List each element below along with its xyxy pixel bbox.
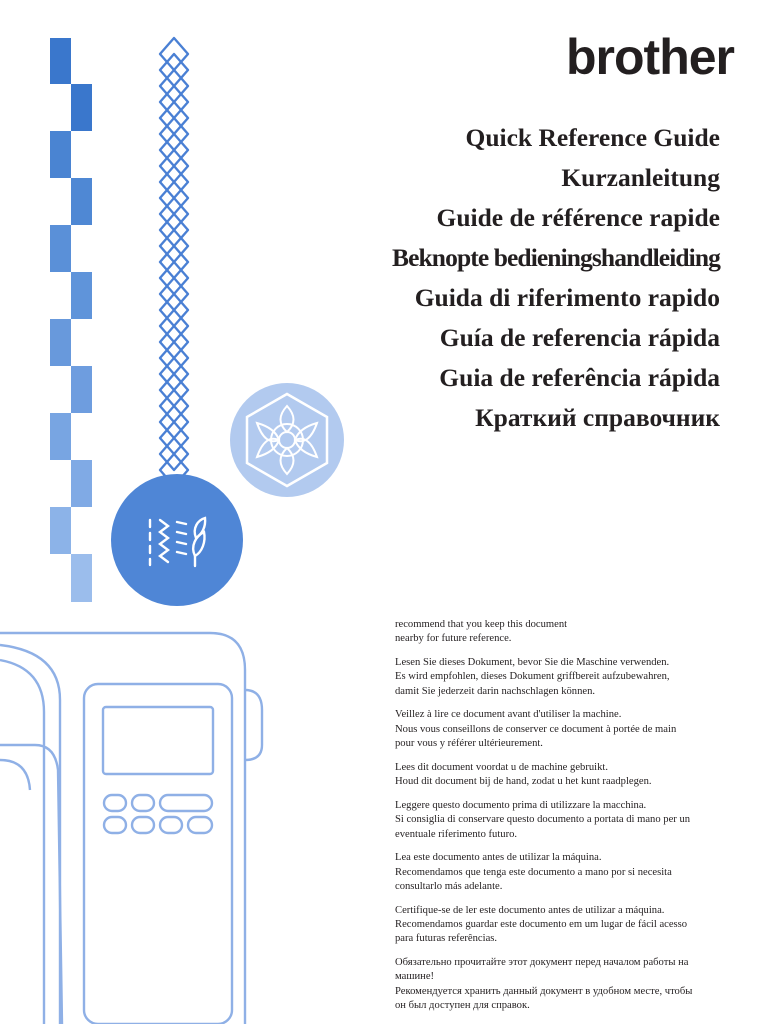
note-line: Обязательно прочитайте этот документ перед началом работы на bbox=[395, 957, 689, 969]
notes-list bbox=[395, 618, 730, 1023]
note-line: Certifique-se de ler este documento antes de utilizar a máquina. bbox=[395, 904, 665, 916]
note-line: damit Sie jederzeit darin nachschlagen können. bbox=[395, 685, 596, 697]
title-italian: Guida di riferimento rapido bbox=[414, 283, 720, 312]
note-english bbox=[395, 618, 730, 647]
title-english: Quick Reference Guide bbox=[465, 123, 720, 152]
note-line: Leggere questo documento prima di utilizzare la macchina. bbox=[395, 799, 647, 811]
note-russian bbox=[395, 956, 730, 1013]
note-line: он был доступен для справок. bbox=[395, 1000, 530, 1012]
note-line: Si consiglia di conservare questo documento a portata di mano per un bbox=[395, 814, 691, 826]
note-line: Recomendamos que tenga este documento a mano por si necesita bbox=[395, 866, 672, 878]
title-list bbox=[392, 118, 720, 438]
note-line: Houd dit document bij de hand, zodat u het kunt raadplegen. bbox=[395, 776, 652, 788]
note-spanish bbox=[395, 851, 730, 894]
note-french bbox=[395, 708, 730, 751]
note-line: Рекомендуется хранить данный документ в удобном месте, чтобы bbox=[395, 985, 693, 997]
brother-logo: brother bbox=[566, 29, 734, 85]
checker-stripe bbox=[50, 38, 92, 602]
embroidery-design-icon bbox=[230, 383, 344, 497]
title-french: Guide de référence rapide bbox=[436, 203, 720, 232]
title-dutch: Beknopte bedieningshandleiding bbox=[392, 243, 720, 272]
note-portuguese bbox=[395, 904, 730, 947]
note-dutch bbox=[395, 761, 730, 790]
note-line: nearby for future reference. bbox=[395, 633, 512, 645]
title-russian: Краткий справочник bbox=[475, 403, 720, 432]
sewing-machine-illustration bbox=[0, 633, 262, 1024]
stitch-pattern-icon bbox=[111, 474, 243, 606]
note-line: eventuale riferimento futuro. bbox=[395, 828, 518, 840]
note-line: Lesen Sie dieses Dokument, bevor Sie die Maschine verwenden. bbox=[395, 657, 670, 669]
note-line: Lees dit document voordat u de machine gebruikt. bbox=[395, 761, 608, 773]
note-line: pour vous y référer ultérieurement. bbox=[395, 738, 543, 750]
note-line: машине! bbox=[395, 971, 435, 983]
note-line: Recomendamos guardar este documento em um lugar de fácil acesso bbox=[395, 919, 688, 931]
note-line: Es wird empfohlen, dieses Dokument griffbereit aufzubewahren, bbox=[395, 671, 670, 683]
note-line: para futuras referências. bbox=[395, 933, 498, 945]
note-line: Lea este documento antes de utilizar la máquina. bbox=[395, 852, 602, 864]
note-line: consultarlo más adelante. bbox=[395, 880, 503, 892]
title-portuguese: Guia de referência rápida bbox=[439, 363, 720, 392]
note-italian bbox=[395, 799, 730, 842]
note-german bbox=[395, 656, 730, 699]
title-spanish: Guía de referencia rápida bbox=[439, 323, 720, 352]
note-line: recommend that you keep this document bbox=[395, 619, 568, 630]
title-german: Kurzanleitung bbox=[561, 163, 720, 192]
note-line: Nous vous conseillons de conserver ce document à portée de main bbox=[395, 723, 677, 735]
note-line: Veillez à lire ce document avant d'utiliser la machine. bbox=[395, 709, 622, 721]
chain-stitch bbox=[160, 38, 188, 486]
